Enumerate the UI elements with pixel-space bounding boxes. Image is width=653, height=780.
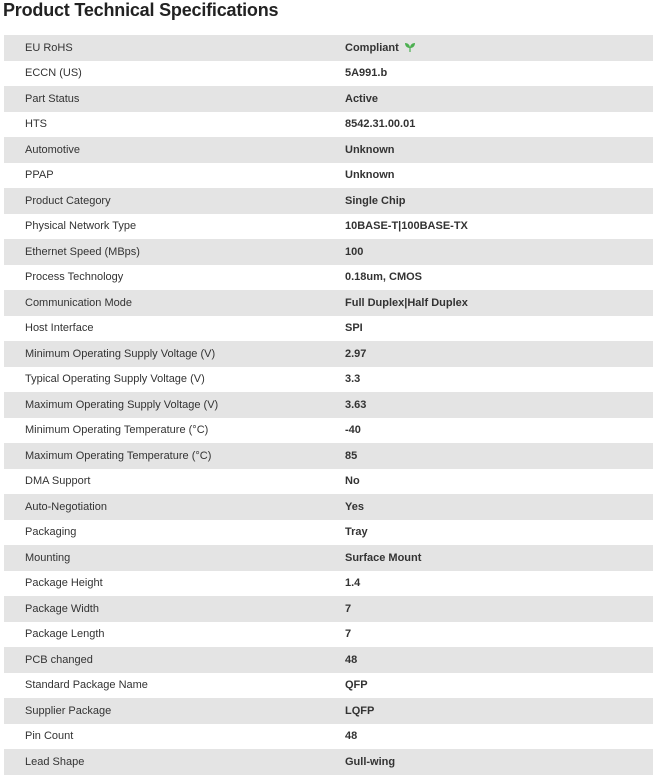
spec-value [345,61,653,87]
spec-row [0,265,653,291]
spec-row [0,724,653,750]
spec-label: Physical Network Type [4,214,345,240]
spec-value [345,469,653,495]
spec-value [345,265,653,291]
spec-value [345,341,653,367]
spec-value-text: 1.4 [345,577,361,590]
spec-label: Minimum Operating Temperature (°C) [4,418,345,444]
spec-value [345,112,653,138]
spec-value-text: Tray [345,526,368,539]
spec-label: Ethernet Speed (MBps) [4,239,345,265]
spec-value-text: 3.63 [345,398,367,411]
spec-value-text: 8542.31.00.01 [345,118,416,131]
spec-value-text: 48 [345,653,358,666]
spec-label: Package Length [4,622,345,648]
spec-value [345,163,653,189]
spec-value-text: 7 [345,602,352,615]
spec-label: PPAP [4,163,345,189]
spec-value [345,571,653,597]
spec-value [345,188,653,214]
spec-value-text: 10BASE-T|100BASE-TX [345,220,468,233]
spec-value [345,86,653,112]
spec-row [0,61,653,87]
spec-label: Process Technology [4,265,345,291]
spec-value [345,239,653,265]
spec-value [345,367,653,393]
spec-value-text: Active [345,92,379,105]
spec-row [0,290,653,316]
spec-label: HTS [4,112,345,138]
spec-value [345,443,653,469]
spec-value-text: Unknown [345,169,395,182]
spec-value-text: -40 [345,424,361,437]
spec-row [0,622,653,648]
spec-value-text: 85 [345,449,358,462]
spec-value-text: 2.97 [345,347,367,360]
spec-row [0,214,653,240]
spec-label: Maximum Operating Temperature (°C) [4,443,345,469]
spec-label: DMA Support [4,469,345,495]
spec-value-text: Surface Mount [345,551,422,564]
spec-row [0,367,653,393]
spec-label: Standard Package Name [4,673,345,699]
spec-value-text: 0.18um, CMOS [345,271,423,284]
spec-row [0,647,653,673]
spec-value-text: QFP [345,679,368,692]
spec-row [0,520,653,546]
spec-value-text: 7 [345,628,352,641]
spec-value [345,290,653,316]
spec-value [345,749,653,775]
spec-row [0,239,653,265]
spec-row [0,596,653,622]
spec-label: Communication Mode [4,290,345,316]
spec-value-text: 48 [345,730,358,743]
spec-label: Packaging [4,520,345,546]
spec-row [0,163,653,189]
spec-label: Typical Operating Supply Voltage (V) [4,367,345,393]
spec-row [0,698,653,724]
spec-value-text: Full Duplex|Half Duplex [345,296,468,309]
spec-label: Auto-Negotiation [4,494,345,520]
spec-row [0,469,653,495]
spec-row [0,749,653,775]
spec-value-text: Yes [345,500,364,513]
spec-row [0,112,653,138]
spec-label: Host Interface [4,316,345,342]
spec-label: Minimum Operating Supply Voltage (V) [4,341,345,367]
spec-value [345,545,653,571]
spec-value-text: 100 [345,245,364,258]
spec-label: Lead Shape [4,749,345,775]
spec-value [345,418,653,444]
spec-table [0,35,653,775]
spec-value-text: SPI [345,322,363,335]
spec-row [0,443,653,469]
spec-row [0,418,653,444]
spec-value [345,647,653,673]
spec-label: PCB changed [4,647,345,673]
spec-value [345,724,653,750]
spec-label: Part Status [4,86,345,112]
spec-label: Package Width [4,596,345,622]
spec-row [0,494,653,520]
spec-value [345,214,653,240]
spec-value [345,520,653,546]
spec-value-text: No [345,475,360,488]
spec-value-text: 3.3 [345,373,361,386]
spec-value [345,137,653,163]
spec-value [345,316,653,342]
spec-table-body [0,35,653,775]
spec-row [0,673,653,699]
leaf-icon [404,42,416,53]
spec-value [345,673,653,699]
spec-row [0,137,653,163]
spec-label: Mounting [4,545,345,571]
spec-value-text: Gull-wing [345,755,396,768]
page-title: Product Technical Specifications [3,0,279,20]
spec-row [0,341,653,367]
spec-label: Automotive [4,137,345,163]
spec-label: Product Category [4,188,345,214]
spec-label: ECCN (US) [4,61,345,87]
spec-value [345,35,653,61]
spec-row [0,571,653,597]
spec-row [0,545,653,571]
spec-label: Supplier Package [4,698,345,724]
spec-value [345,494,653,520]
spec-value [345,392,653,418]
spec-value [345,698,653,724]
spec-label: Pin Count [4,724,345,750]
spec-value-text: LQFP [345,704,375,717]
spec-row [0,188,653,214]
spec-value [345,596,653,622]
spec-value-text: 5A991.b [345,67,388,80]
spec-label: EU RoHS [4,35,345,61]
spec-value-text: Single Chip [345,194,406,207]
spec-value-text: Compliant [345,41,399,54]
spec-row [0,86,653,112]
spec-value-text: Unknown [345,143,395,156]
spec-row [0,35,653,61]
spec-row [0,392,653,418]
spec-row [0,316,653,342]
spec-value [345,622,653,648]
spec-label: Package Height [4,571,345,597]
spec-label: Maximum Operating Supply Voltage (V) [4,392,345,418]
